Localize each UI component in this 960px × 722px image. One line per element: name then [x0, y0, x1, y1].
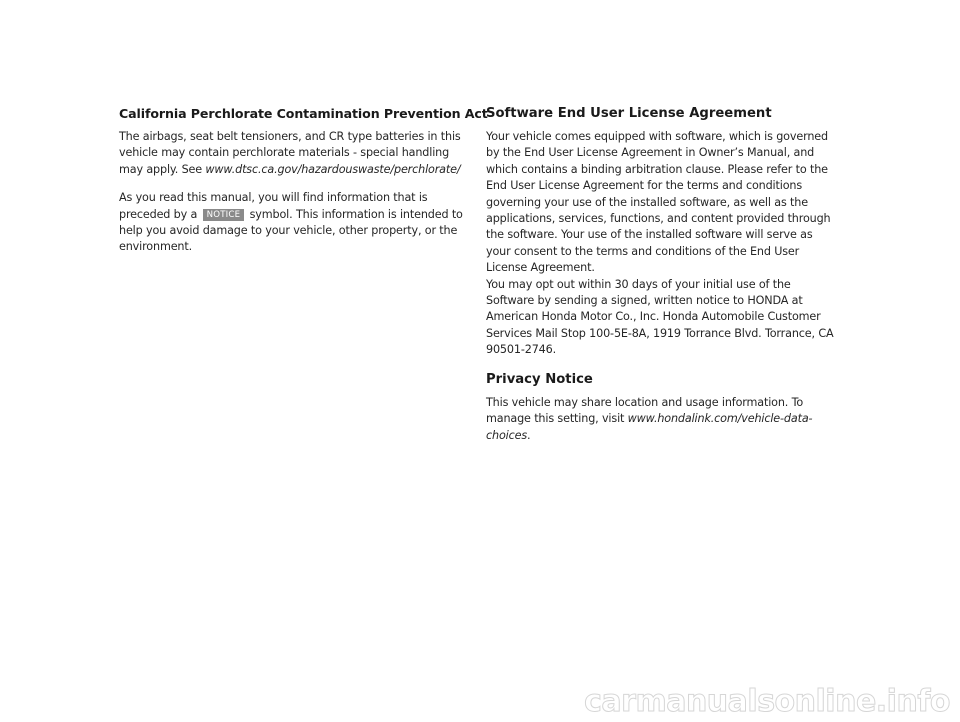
- privacy-heading: Privacy Notice: [486, 371, 593, 387]
- notice-badge: NOTICE: [203, 209, 245, 221]
- left-column: [119, 105, 488, 256]
- privacy-text: This vehicle may share location and usage information. To manage this setting, visit: [486, 395, 804, 426]
- perchlorate-text: The airbags, seat belt tensioners, and CR type batteries in this vehicle may contain perchlorate materials - special handling may apply. See: [119, 130, 461, 176]
- eula-paragraph-1: Your vehicle comes equipped with software, which is governed by the End User License Agreement in Owner’s Manual, and which contains a binding arbitration clause. Please refer to the End User License Agreement for the terms and conditions governing your use of the installed software, as well as the applications, services, functions, and content provided through the software. Your use of the installed software will serve as your consent to the terms and conditions of the End User License Agreement.: [486, 130, 831, 275]
- notice-text-before: As you read this manual, you will find information that is preceded by a: [119, 191, 428, 221]
- perchlorate-heading: California Perchlorate Contamination Prevention Act: [119, 106, 488, 121]
- privacy-url[interactable]: www.hondalink.com/vehicle-data-choices: [486, 412, 813, 442]
- eula-heading: Software End User License Agreement: [486, 106, 772, 121]
- notice-paragraph: [119, 190, 467, 256]
- perchlorate-url[interactable]: www.dtsc.ca.gov/hazardouswaste/perchlorate/: [205, 162, 461, 176]
- right-column: [486, 105, 836, 444]
- perchlorate-paragraph: [119, 129, 467, 178]
- notice-text-after: symbol. This information is intended to help you avoid damage to your vehicle, other property, or the environment.: [119, 207, 463, 254]
- eula-paragraph-2: You may opt out within 30 days of your initial use of the Software by sending a signed, written notice to HONDA at American Honda Motor Co., Inc. Honda Automobile Customer Services Mail Stop 100-5E-8A, 1919 Torrance Blvd. Torrance, CA 90501-2746.: [486, 277, 834, 357]
- privacy-text-end: .: [527, 428, 531, 442]
- watermark: carmanualsonline.info: [584, 684, 950, 719]
- privacy-paragraph: [486, 395, 836, 444]
